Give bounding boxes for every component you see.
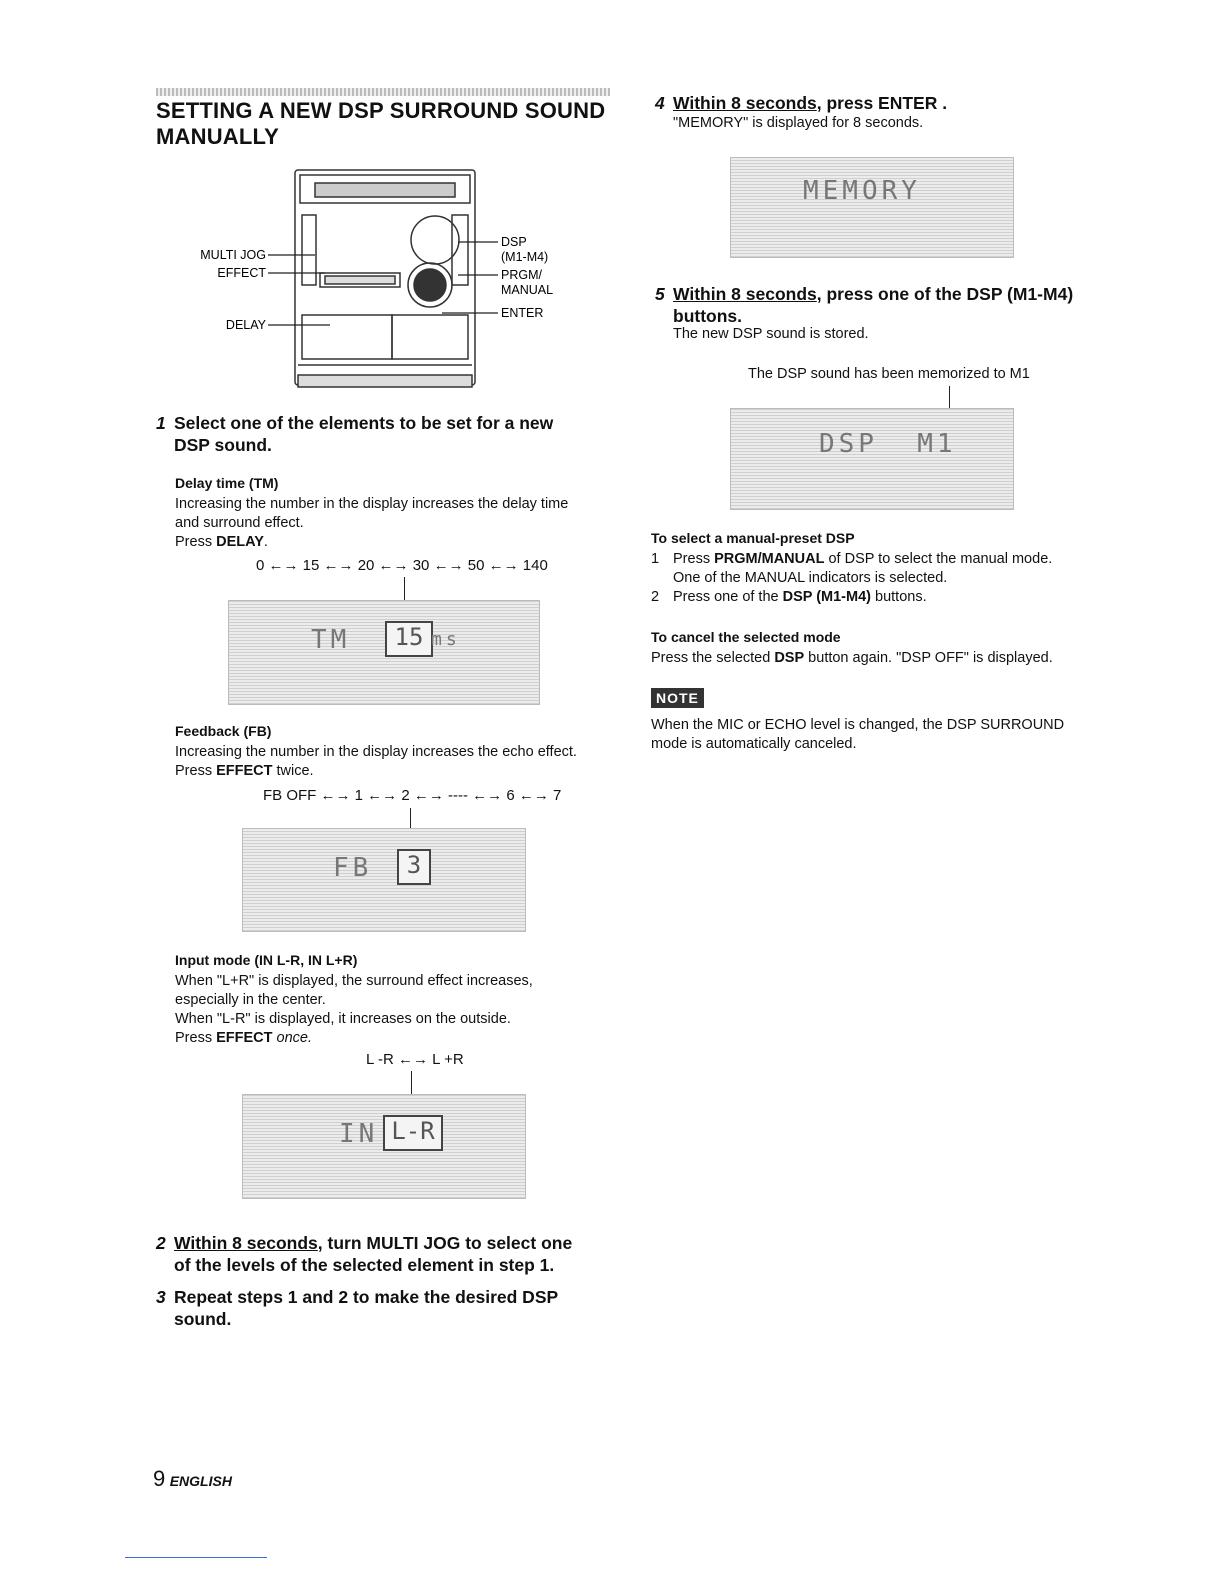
- press-suffix: .: [263, 534, 268, 550]
- footer-link-rule: [125, 1557, 267, 1558]
- step-5-line2: buttons.: [673, 306, 743, 326]
- input-mode-lcd-display: [242, 1094, 526, 1199]
- page-footer: [153, 1466, 232, 1492]
- label-effect: EFFECT: [217, 266, 266, 280]
- press-key: DELAY: [216, 534, 264, 550]
- page-number: 9: [153, 1466, 166, 1491]
- cancel-prefix: Press the selected: [651, 650, 775, 666]
- label-delay: DELAY: [225, 318, 266, 332]
- step-1-line1: Select one of the elements to be set for a new: [174, 413, 554, 433]
- cancel-suffix: button again. "DSP OFF" is displayed.: [804, 650, 1053, 666]
- step-1-line2: DSP sound.: [174, 435, 272, 455]
- step-5-underlined: Within 8 seconds: [673, 284, 817, 304]
- stereo-unit-diagram: [190, 165, 570, 395]
- label-dsp-range: (M1-M4): [501, 250, 549, 264]
- lcd-mode-text: FB: [333, 853, 373, 883]
- input-mode-description: [175, 972, 615, 1048]
- delay-description: [175, 495, 615, 552]
- step-4-underlined: Within 8 seconds: [673, 93, 817, 113]
- cancel-heading: To cancel the selected mode: [651, 629, 841, 645]
- step-1: [156, 412, 606, 456]
- label-multi-jog: MULTI JOG: [200, 248, 266, 262]
- lcd-mode-text: IN: [339, 1119, 379, 1149]
- note-section: [651, 690, 704, 708]
- feedback-line1: Increasing the number in the display increases the echo effect.: [175, 744, 577, 760]
- step-5: [655, 283, 1115, 327]
- feedback-lcd-display: [242, 828, 526, 932]
- step-2: [156, 1232, 606, 1276]
- step-number: 1: [156, 413, 166, 433]
- page-title: SETTING A NEW DSP SURROUND SOUND MANUALLY: [156, 98, 606, 149]
- note-badge: NOTE: [651, 688, 704, 708]
- cancel-description: [651, 649, 1121, 668]
- dsp-m1-lcd-display: [730, 408, 1014, 510]
- item-number: 2: [651, 589, 660, 605]
- step-5-line1-rest: , press one of the DSP (M1-M4): [816, 284, 1074, 304]
- delay-lcd-display: [228, 600, 540, 705]
- manual-preset-heading: To select a manual-preset DSP: [651, 530, 855, 546]
- press-prefix: Press: [175, 534, 217, 550]
- delay-sequence: 0 ←→ 15 ←→ 20 ←→ 30 ←→ 50 ←→ 140: [256, 557, 548, 574]
- title-rule: [156, 88, 610, 96]
- delay-heading: Delay time (TM): [175, 475, 279, 491]
- input-mode-line2: especially in the center.: [175, 992, 326, 1008]
- step-4-rest: , press ENTER .: [816, 93, 948, 113]
- step-number: 5: [655, 284, 665, 304]
- lcd-value-box: 3: [397, 849, 431, 885]
- step-4-description: "MEMORY" is displayed for 8 seconds.: [673, 115, 924, 131]
- lcd-memory-text: MEMORY: [803, 176, 921, 206]
- feedback-press: [175, 762, 615, 781]
- item-suffix: buttons.: [870, 589, 927, 605]
- manual-preset-item-2: [651, 588, 1111, 607]
- input-mode-press: [175, 1029, 615, 1048]
- step-3-line2: sound.: [174, 1309, 232, 1329]
- step-3-line1: Repeat steps 1 and 2 to make the desired DSP: [174, 1287, 559, 1307]
- step-3: [156, 1286, 606, 1330]
- press-prefix: Press: [175, 763, 217, 779]
- label-enter: ENTER: [501, 306, 544, 320]
- lcd-unit-text: ms: [431, 629, 461, 650]
- lcd-dsp-text: DSP M1: [819, 429, 957, 459]
- manual-preset-item-1: [651, 550, 1111, 588]
- language-label: ENGLISH: [169, 1473, 232, 1489]
- input-mode-sequence: L -R ←→ L +R: [366, 1051, 464, 1068]
- manual-preset-item-1-line2: One of the MANUAL indicators is selected.: [673, 570, 948, 586]
- item-prefix: Press: [673, 551, 715, 567]
- item-key: DSP (M1-M4): [782, 589, 871, 605]
- step-number: 3: [156, 1287, 166, 1307]
- step-2-line1-rest: , turn MULTI JOG to select one: [317, 1233, 573, 1253]
- press-prefix: Press: [175, 1030, 217, 1046]
- delay-line2: and surround effect.: [175, 515, 304, 531]
- press-key: EFFECT: [216, 1030, 273, 1046]
- lcd-mode-text: TM: [311, 625, 351, 655]
- item-suffix: of DSP to select the manual mode.: [824, 551, 1053, 567]
- label-prgm: PRGM/: [501, 268, 542, 282]
- item-prefix: Press one of the: [673, 589, 783, 605]
- step-5-description: The new DSP sound is stored.: [673, 326, 869, 342]
- input-mode-heading: Input mode (IN L-R, IN L+R): [175, 952, 358, 968]
- memory-lcd-display: [730, 157, 1014, 258]
- delay-line1: Increasing the number in the display increases the delay time: [175, 496, 569, 512]
- step-2-line2: of the levels of the selected element in step 1.: [174, 1255, 555, 1275]
- feedback-description: [175, 743, 615, 781]
- press-key: EFFECT: [216, 763, 273, 779]
- item-number: 1: [651, 551, 660, 567]
- step-number: 4: [655, 93, 665, 113]
- press-suffix: twice.: [272, 763, 314, 779]
- input-mode-line1: When "L+R" is displayed, the surround effect increases,: [175, 973, 533, 989]
- item-key: PRGM/MANUAL: [714, 551, 825, 567]
- feedback-sequence: FB OFF ←→ 1 ←→ 2 ←→ ---- ←→ 6 ←→ 7: [263, 787, 562, 804]
- feedback-heading: Feedback (FB): [175, 723, 272, 739]
- step-2-underlined: Within 8 seconds: [174, 1233, 318, 1253]
- note-line2: mode is automatically canceled.: [651, 736, 857, 752]
- step-4: [655, 92, 1105, 114]
- note-text: [651, 716, 1121, 754]
- input-mode-line3: When "L-R" is displayed, it increases on the outside.: [175, 1011, 511, 1027]
- note-line1: When the MIC or ECHO level is changed, the DSP SURROUND: [651, 717, 1065, 733]
- lcd-value-box: L-R: [383, 1115, 443, 1151]
- step-5-callout: The DSP sound has been memorized to M1: [748, 366, 1030, 382]
- lcd-value-box: 15: [385, 621, 433, 657]
- press-suffix: once.: [272, 1030, 312, 1046]
- cancel-key: DSP: [774, 650, 805, 666]
- step-number: 2: [156, 1233, 166, 1253]
- label-manual: MANUAL: [501, 283, 554, 297]
- delay-press: [175, 533, 615, 552]
- label-dsp: DSP: [501, 235, 527, 249]
